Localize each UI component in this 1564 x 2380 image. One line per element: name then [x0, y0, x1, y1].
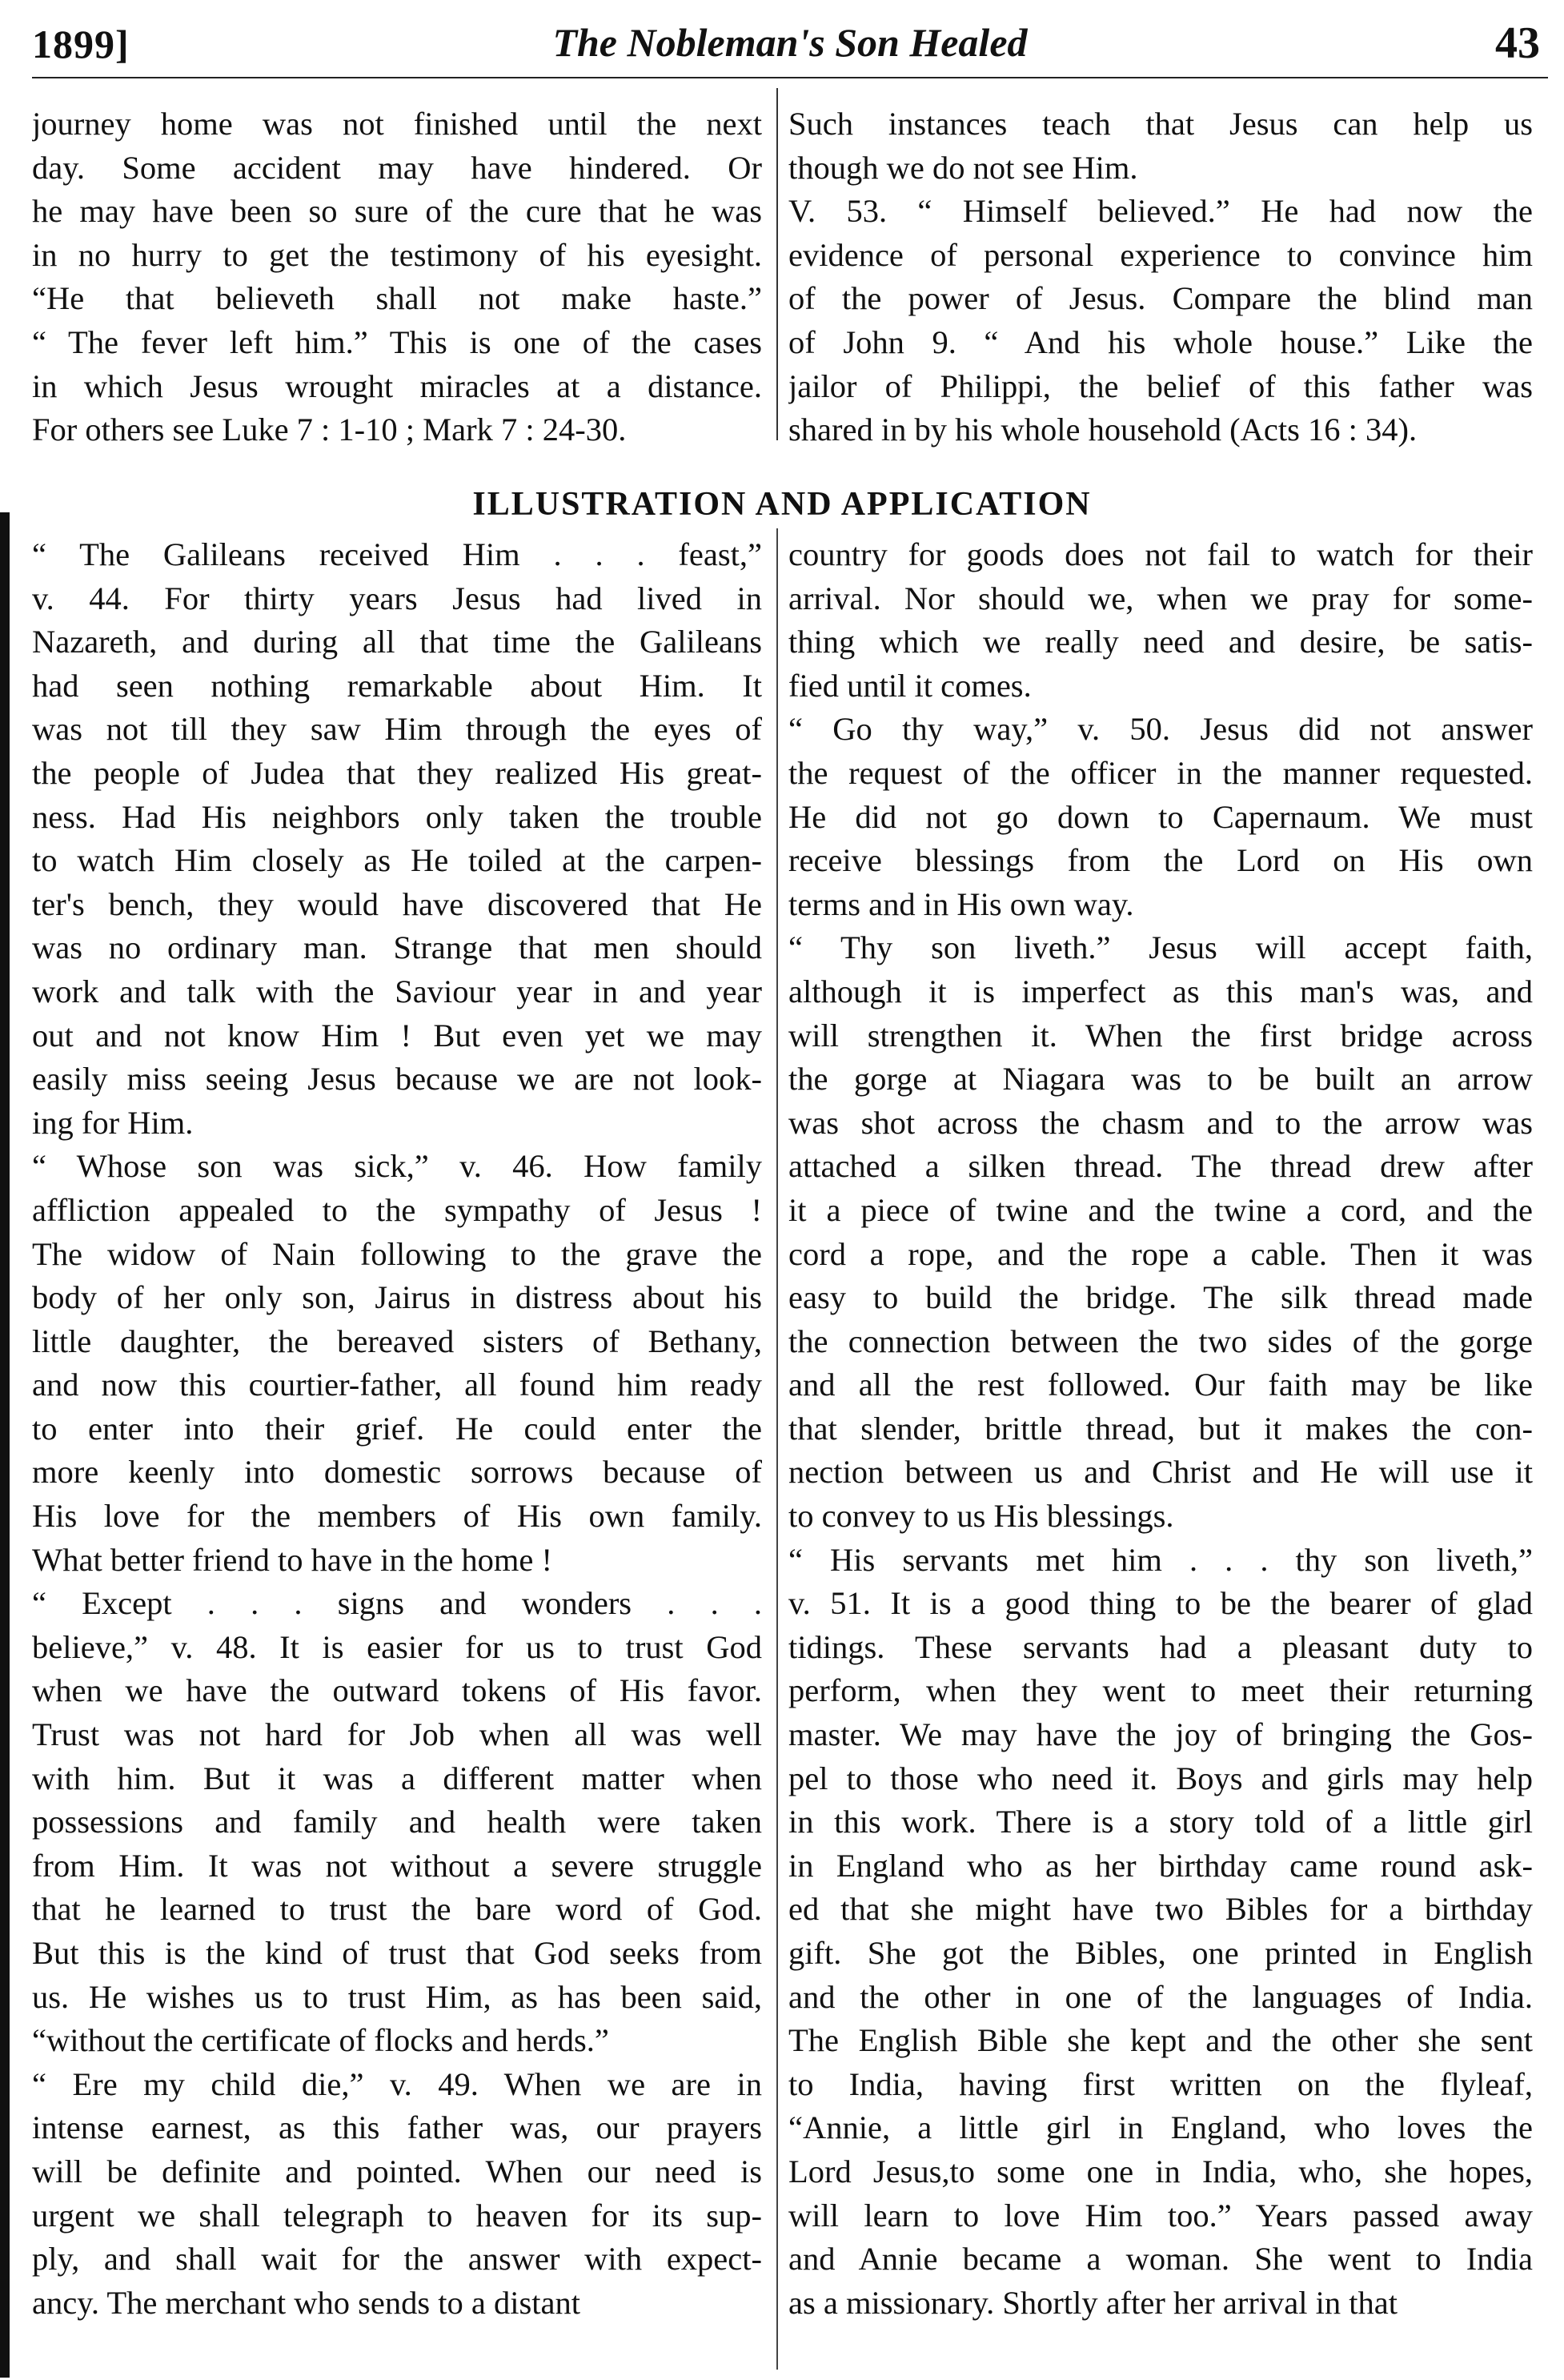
text-line: work and talk with the Saviour year in and year	[32, 973, 762, 1009]
text-line: though we do not see Him.	[788, 149, 1138, 186]
text-line: ed that she might have two Bibles for a birthday	[788, 1891, 1533, 1928]
text-line: jailor of Philippi, the belief of this father was	[788, 367, 1533, 404]
text-line: from Him. It was not without a severe struggle	[32, 1847, 762, 1884]
text-line: little daughter, the bereaved sisters of Bethany,	[32, 1322, 762, 1359]
text-line: day. Some accident may have hindered. Or	[32, 149, 762, 186]
text-line: “ Thy son liveth.” Jesus will accept faith,	[788, 929, 1533, 966]
text-line: shared in by his whole household (Acts 16 : 34).	[788, 411, 1418, 448]
text-line: gift. She got the Bibles, one printed in English	[788, 1935, 1533, 1971]
text-line: body of her only son, Jairus in distress about his	[32, 1279, 762, 1316]
text-line: when we have the outward tokens of His favor.	[32, 1672, 762, 1709]
running-head	[32, 14, 1548, 78]
text-line: urgent we shall telegraph to heaven for its sup-	[32, 2197, 762, 2234]
text-line: to enter into their grief. He could enter the	[32, 1410, 762, 1447]
text-line: was not till they saw Him through the eyes of	[32, 711, 762, 748]
text-line: attached a silken thread. The thread drew after	[788, 1148, 1533, 1185]
text-line: ing for Him.	[32, 1104, 194, 1141]
text-line: that he learned to trust the bare word of God.	[32, 1891, 762, 1928]
text-line: ply, and shall wait for the answer with expect-	[32, 2241, 762, 2278]
text-line: ness. Had His neighbors only taken the trouble	[32, 798, 762, 835]
text-line: and now this courtier-father, all found him ready	[32, 1367, 762, 1403]
text-line: had seen nothing remarkable about Him. It	[32, 667, 762, 704]
text-line: the request of the officer in the manner requested.	[788, 754, 1533, 791]
text-line: nection between us and Christ and He will use it	[788, 1454, 1533, 1491]
text-line: master. We may have the joy of bringing the Gos-	[788, 1716, 1533, 1753]
page-number: 43	[1495, 18, 1540, 68]
text-line: the connection between the two sides of the gorge	[788, 1322, 1533, 1359]
text-line: arrival. Nor should we, when we pray for some-	[788, 580, 1533, 616]
text-line: will learn to love Him too.” Years passed away	[788, 2197, 1533, 2234]
column-divider-top	[776, 88, 778, 440]
text-line: that slender, brittle thread, but it makes the con-	[788, 1410, 1533, 1447]
header-title: The Nobleman's Son Healed	[552, 20, 1028, 65]
text-line: possessions and family and health were taken	[32, 1804, 762, 1840]
text-line: The English Bible she kept and the other she sent	[788, 2022, 1533, 2059]
text-line: in no hurry to get the testimony of his eyesight.	[32, 236, 762, 273]
text-line: in this work. There is a story told of a little girl	[788, 1804, 1533, 1840]
text-line: in England who as her birthday came round ask-	[788, 1847, 1533, 1884]
text-line: “ The fever left him.” This is one of the cases	[32, 323, 762, 360]
text-line: to convey to us His blessings.	[788, 1498, 1174, 1535]
text-line: tidings. These servants had a pleasant duty to	[788, 1628, 1533, 1665]
text-line: “Annie, a little girl in England, who loves the	[788, 2109, 1533, 2146]
text-line: out and not know Him ! But even yet we may	[32, 1017, 762, 1054]
text-line: in which Jesus wrought miracles at a distance.	[32, 367, 762, 404]
text-line: pel to those who need it. Boys and girls may help	[788, 1760, 1533, 1796]
text-line: as a missionary. Shortly after her arrival in that	[788, 2284, 1398, 2321]
text-line: “ Whose son was sick,” v. 46. How family	[32, 1148, 762, 1185]
text-line: and the other in one of the languages of India.	[788, 1978, 1533, 2015]
text-line: he may have been so sure of the cure that he was	[32, 193, 762, 230]
text-line: V. 53. “ Himself believed.” He had now the	[788, 193, 1533, 230]
text-line: journey home was not finished until the next	[32, 106, 762, 142]
text-line: “ Ere my child die,” v. 49. When we are in	[32, 2065, 762, 2102]
text-line: Nazareth, and during all that time the Galileans	[32, 624, 762, 660]
text-line: v. 44. For thirty years Jesus had lived in	[32, 580, 762, 616]
text-line: “He that believeth shall not make haste.”	[32, 280, 762, 317]
text-line: more keenly into domestic sorrows because of	[32, 1454, 762, 1491]
text-line: For others see Luke 7 : 1-10 ; Mark 7 : 24-30.	[32, 411, 627, 448]
text-line: perform, when they went to meet their returning	[788, 1672, 1533, 1709]
text-line: easy to build the bridge. The silk thread made	[788, 1279, 1533, 1316]
bottom-left-column	[32, 533, 762, 2325]
text-line: “ The Galileans received Him . . . feast,”	[32, 536, 762, 572]
text-line: believe,” v. 48. It is easier for us to trust God	[32, 1628, 762, 1665]
text-line: evidence of personal experience to convince him	[788, 236, 1533, 273]
text-line: His love for the members of His own family.	[32, 1498, 762, 1535]
text-line: thing which we really need and desire, be satis-	[788, 624, 1533, 660]
text-line: us. He wishes us to trust Him, as has been said,	[32, 1978, 762, 2015]
text-line: and all the rest followed. Our faith may be like	[788, 1367, 1533, 1403]
page-edge-shadow	[0, 512, 10, 2378]
text-line: receive blessings from the Lord on His own	[788, 842, 1533, 879]
column-divider-bottom	[776, 528, 778, 2370]
text-line: with him. But it was a different matter when	[32, 1760, 762, 1796]
text-line: was no ordinary man. Strange that men should	[32, 929, 762, 966]
text-line: fied until it comes.	[788, 667, 1032, 704]
text-line: v. 51. It is a good thing to be the bearer of glad	[788, 1585, 1533, 1622]
text-line: Such instances teach that Jesus can help us	[788, 106, 1533, 142]
text-line: The widow of Nain following to the grave the	[32, 1235, 762, 1272]
top-left-column	[32, 102, 762, 452]
text-line: easily miss seeing Jesus because we are not look-	[32, 1061, 762, 1098]
text-line: the gorge at Niagara was to be built an arrow	[788, 1061, 1533, 1098]
text-line: ter's bench, they would have discovered that He	[32, 885, 762, 922]
text-line: What better friend to have in the home !	[32, 1541, 552, 1578]
text-line: “without the certificate of flocks and herds.”	[32, 2022, 609, 2059]
top-right-column	[788, 102, 1533, 452]
text-line: country for goods does not fail to watch for their	[788, 536, 1533, 572]
text-line: to India, having first written on the flyleaf,	[788, 2065, 1533, 2102]
text-line: cord a rope, and the rope a cable. Then it was	[788, 1235, 1533, 1272]
text-line: of John 9. “ And his whole house.” Like the	[788, 323, 1533, 360]
header-year: 1899]	[32, 22, 130, 66]
text-line: But this is the kind of trust that God seeks from	[32, 1935, 762, 1971]
text-line: “ Except . . . signs and wonders . . .	[32, 1585, 762, 1622]
text-line: affliction appealed to the sympathy of Jesus !	[32, 1191, 762, 1228]
text-line: intense earnest, as this father was, our prayers	[32, 2109, 762, 2146]
text-line: “ Go thy way,” v. 50. Jesus did not answer	[788, 711, 1533, 748]
text-line: and Annie became a woman. She went to India	[788, 2241, 1533, 2278]
section-heading: ILLUSTRATION AND APPLICATION	[472, 486, 1092, 523]
text-line: “ His servants met him . . . thy son liveth,”	[788, 1541, 1533, 1578]
text-line: He did not go down to Capernaum. We must	[788, 798, 1533, 835]
text-line: will strengthen it. When the first bridge across	[788, 1017, 1533, 1054]
text-line: will be definite and pointed. When our need is	[32, 2153, 762, 2189]
text-line: terms and in His own way.	[788, 885, 1134, 922]
bottom-right-column	[788, 533, 1533, 2325]
text-line: the people of Judea that they realized His great-	[32, 754, 762, 791]
text-line: was shot across the chasm and to the arrow was	[788, 1104, 1533, 1141]
text-line: although it is imperfect as this man's was, and	[788, 973, 1533, 1009]
text-line: ancy. The merchant who sends to a distant	[32, 2284, 580, 2321]
text-line: Lord Jesus,to some one in India, who, she hopes,	[788, 2153, 1533, 2189]
text-line: of the power of Jesus. Compare the blind man	[788, 280, 1533, 317]
text-line: to watch Him closely as He toiled at the carpen-	[32, 842, 762, 879]
text-line: it a piece of twine and the twine a cord, and the	[788, 1191, 1533, 1228]
text-line: Trust was not hard for Job when all was well	[32, 1716, 762, 1753]
